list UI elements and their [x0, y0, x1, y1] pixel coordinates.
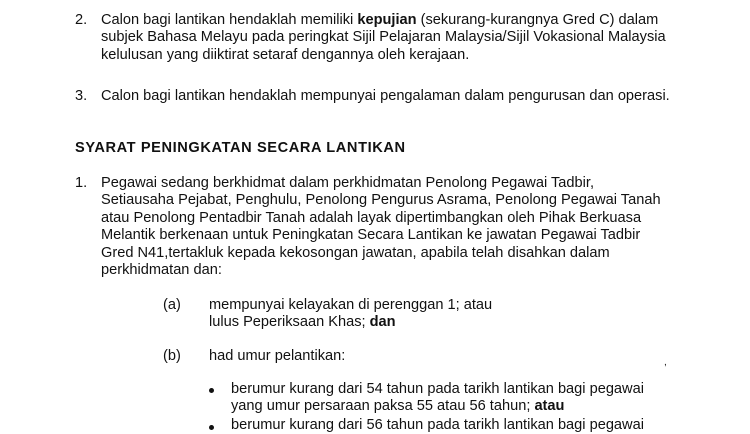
- bullet-1-text: [231, 381, 681, 416]
- sub-item-b-text: had umur pelantikan:: [209, 348, 346, 364]
- item-1-line-1: Pegawai sedang berkhidmat dalam perkhidmatan Penolong Pegawai Tadbir,: [101, 175, 594, 191]
- sub-item-a-label: (a): [163, 297, 181, 313]
- item-1-number: 1.: [75, 175, 88, 191]
- sub-item-b-label: (b): [163, 348, 181, 364]
- margin-mark: ,: [664, 357, 667, 368]
- bullet-2-text: [231, 417, 681, 434]
- item-1-line-5: Gred N41,tertakluk kepada kekosongan jawatan, apabila telah disahkan dalam: [101, 244, 610, 261]
- bullet-dot-icon: [209, 388, 214, 393]
- sub-item-a-line-1: mempunyai kelayakan di perenggan 1; atau: [209, 297, 493, 313]
- item-3-number: 3.: [75, 88, 88, 104]
- item-1-line-6: perkhidmatan dan:: [101, 262, 222, 279]
- item-2-line-1: [101, 12, 691, 29]
- sub-item-a-bold-term: dan: [369, 314, 396, 331]
- sub-item-a-text: [209, 297, 659, 332]
- item-1-line-4: Melantik berkenaan untuk Peningkatan Secara Lantikan ke jawatan Pegawai Tadbir: [101, 227, 641, 244]
- item-2-line-3: kelulusan yang diiktirat setaraf dengannya oleh kerajaan.: [101, 46, 470, 63]
- item-3-text: Calon bagi lantikan hendaklah mempunyai pengalaman dalam pengurusan dan operasi.: [101, 88, 670, 104]
- item-2-number: 2.: [75, 12, 88, 28]
- bullet-1-bold-term: atau: [534, 398, 565, 415]
- item-1-line-3: atau Penolong Pentadbir Tanah adalah layak dipertimbangkan oleh Pihak Berkuasa: [101, 209, 642, 226]
- sub-item-a-line-2-text: lulus Peperiksaan Khas;: [209, 314, 370, 331]
- section-heading: SYARAT PENINGKATAN SECARA LANTIKAN: [75, 140, 406, 156]
- bullet-1-line-2: [231, 398, 681, 415]
- item-2-text: [101, 12, 691, 64]
- item-1-line-2: Setiausaha Pejabat, Penghulu, Penolong Pengurus Asrama, Penolong Pegawai Tanah: [101, 192, 661, 209]
- item-2-line-1-start: Calon bagi lantikan hendaklah memiliki: [101, 12, 358, 28]
- sub-item-a-line-2: [209, 314, 659, 331]
- item-2-bold-term: kepujian: [357, 12, 417, 28]
- bullet-1-line-1: berumur kurang dari 54 tahun pada tarikh lantikan bagi pegawai: [231, 381, 644, 397]
- item-2-line-1-end: (sekurang-kurangnya Gred C) dalam: [416, 12, 659, 28]
- bullet-1-line-2-text: yang umur persaraan paksa 55 atau 56 tahun;: [231, 398, 535, 415]
- item-1-text: [101, 175, 681, 279]
- item-2-line-2: subjek Bahasa Melayu pada peringkat Sijil Pelajaran Malaysia/Sijil Vokasional Malaysia: [101, 29, 666, 46]
- bullet-dot-icon: [209, 425, 214, 430]
- bullet-2-line-1: berumur kurang dari 56 tahun pada tarikh lantikan bagi pegawai: [231, 417, 644, 433]
